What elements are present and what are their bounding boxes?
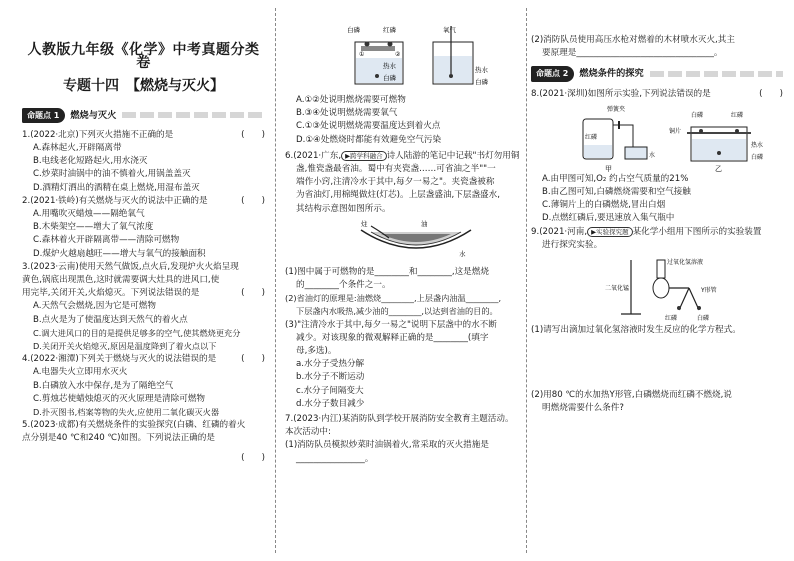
option[interactable]: D.煤炉火越扇越旺——增大与氧气的接触面积 — [33, 248, 206, 259]
question-stem: 黄色,锅底出现黑色,这时就需要调大灶具的进风口,使 — [22, 275, 220, 286]
fig9-label: 过氧化氢溶液 — [667, 259, 704, 267]
option[interactable]: D.①④处燃烧时都能有效避免空气污染 — [296, 134, 442, 145]
question-9-subquestions — [531, 324, 783, 416]
fig9-label: 白磷 — [697, 315, 710, 323]
option[interactable]: B.木柴架空——增大了氧气浓度 — [33, 222, 154, 233]
question-stem: 3.(2023·云南)使用天然气做饭,点火后,发现炉火火焰呈现 — [22, 261, 239, 272]
fig8-label: 弹簧夹 — [607, 105, 626, 113]
question-stem: 用完毕,关闭开关,火焰熄灭。下列说法错误的是 — [22, 288, 200, 299]
subquestion: 母,多选)。 — [296, 346, 337, 357]
fig8-label: 铜片 — [669, 127, 682, 135]
fig9-label: 二氧化锰 — [605, 285, 630, 293]
question-stem: 其结构示意图如图所示。 — [296, 203, 391, 214]
question-stem: 4.(2022·湘潭)下列关于燃烧与灭火的说法错误的是 — [22, 354, 217, 365]
answer-bracket[interactable]: ( ) — [241, 452, 265, 463]
figure-8-apparatus — [573, 103, 773, 173]
question-6-subquestions — [285, 266, 523, 411]
option[interactable]: D.酒精灯洒出的酒精在桌上燃烧,用湿布盖灭 — [33, 182, 200, 193]
question-stem: 点分别是40 ℃和240 ℃)如图。下列说法正确的是 — [22, 433, 215, 444]
option[interactable]: A.电器失火立即用水灭火 — [33, 367, 128, 378]
option[interactable]: D.扑灭图书,档案等物的失火,应使用二氧化碳灭火器 — [33, 407, 220, 418]
question-stem: 某化学小组用下图所示的实验装置 — [632, 226, 762, 237]
question-tag: ▶实验探究题 — [587, 227, 633, 237]
subquestion: (2)用80 ℃的水加热Y形管,白磷燃烧而红磷不燃烧,说 — [531, 390, 732, 401]
question-9 — [531, 226, 783, 252]
answer-blank[interactable]: 要原理是________________________________。 — [542, 48, 723, 59]
fig8-label: 红磷 — [585, 133, 598, 141]
fig8-label: 甲 — [605, 164, 612, 173]
answer-blank[interactable]: ________________。 — [296, 453, 374, 464]
question-stem: 8.(2021·深圳)如图所示实验,下列说法错误的是 — [531, 88, 711, 99]
question-3 — [22, 261, 265, 353]
question-stem: 盏,惟瓷盏最省油。蜀中有夹瓷盏……可省油之半""一 — [296, 164, 496, 175]
question-stem: 进行探究实验。 — [542, 239, 603, 250]
section-badge: 命题点 1 — [22, 108, 65, 123]
option[interactable]: D.关闭开关火焰熄灭,原因是温度降到了着火点以下 — [33, 341, 217, 352]
section-title: 燃烧与灭火 — [70, 109, 117, 121]
column-right — [531, 0, 783, 561]
fig5-label: 白磷 — [475, 78, 488, 86]
option[interactable]: C.森林着火开辟隔离带——清除可燃物 — [33, 235, 180, 246]
subquestion: (2)消防队员使用高压水枪对燃着的木材喷水灭火,其主 — [531, 35, 735, 45]
option[interactable]: A.天然气会燃烧,因为它是可燃物 — [33, 301, 156, 312]
page-subtitle: 专题十四 【燃烧与灭火】 — [63, 78, 224, 95]
figure-9-y-tube — [601, 254, 751, 322]
question-stem: 9.(2021·河南, — [531, 226, 588, 237]
option[interactable]: A.①②处说明燃烧需要可燃物 — [296, 95, 406, 105]
answer-bracket[interactable]: ( ) — [241, 129, 265, 140]
subquestion: (1)消防队员模拟炒菜时油锅着火,常采取的灭火措施是 — [285, 440, 489, 451]
question-stem: 2.(2021·铁岭)有关燃烧与灭火的说法中正确的是 — [22, 195, 208, 206]
page-title: 人教版九年级《化学》中考真题分类卷 — [27, 42, 260, 72]
subquestion: 明燃烧需要什么条件? — [542, 403, 624, 414]
subquestion: (1)图中属于可燃物的是________和________,这是燃烧 — [285, 266, 489, 277]
subquestion: (2)省油灯的原理是:油燃烧________,上层盏内油温________, — [285, 293, 502, 304]
option[interactable]: A.用嘴吹灭蜡烛——隔绝氧气 — [33, 209, 145, 220]
section-heading-1 — [22, 108, 265, 123]
subquestion: 的________个条件之一。 — [296, 280, 391, 291]
fig5-label: 白磷 — [347, 26, 360, 34]
fig8-label: 水 — [649, 151, 656, 159]
option[interactable]: B.③④处说明燃烧需要氧气 — [296, 108, 398, 119]
fig6-label: 炷 — [361, 219, 368, 228]
option[interactable]: C.炒菜时油锅中的油不慎着火,用锅盖盖灭 — [33, 169, 191, 180]
fig5-label: 热水 — [383, 62, 396, 70]
figure-5-apparatus — [337, 22, 497, 92]
question-tag: ▶跨学科融合 — [341, 151, 387, 161]
fig6-label: 油 — [421, 219, 428, 228]
question-stem: 5.(2023·成都)有关燃烧条件的实验探究(白磷、红磷的着火 — [22, 420, 246, 431]
fig6-label: 水 — [459, 249, 466, 258]
question-1 — [22, 129, 265, 195]
section-heading-2 — [531, 66, 783, 81]
option[interactable]: C.①③处说明燃烧需要温度达到着火点 — [296, 121, 441, 132]
fig9-label: Y形管 — [701, 287, 717, 295]
fig5-label: ② — [395, 51, 401, 58]
fig9-label: 红磷 — [665, 315, 678, 323]
option[interactable]: A.森林起火,开辟隔离带 — [33, 143, 122, 154]
option[interactable]: D.点燃红磷后,要迅速放入集气瓶中 — [542, 213, 675, 224]
section-rule — [122, 112, 265, 118]
question-stem: 端作小窍,注清冷水于其中,每夕一易之"。夹瓷盏被称 — [296, 177, 495, 188]
fig8-label: 白磷 — [691, 111, 704, 119]
option[interactable]: C.剪烛芯使蜡烛熄灭的灭火原理是清除可燃物 — [33, 393, 206, 404]
question-5-options — [285, 94, 523, 147]
question-4 — [22, 353, 265, 419]
fig8-label: 乙 — [715, 164, 722, 173]
section-rule — [650, 71, 783, 77]
option[interactable]: B.点火是为了使温度达到天然气的着火点 — [33, 314, 188, 325]
answer-bracket[interactable]: ( ) — [241, 195, 265, 206]
answer-bracket[interactable]: ( ) — [241, 354, 265, 365]
question-8 — [531, 88, 783, 101]
section-title: 燃烧条件的探究 — [579, 68, 644, 80]
question-6 — [285, 150, 523, 216]
question-stem: 1.(2022·北京)下列灭火措施不正确的是 — [22, 129, 174, 140]
option[interactable]: A.由甲图可知,O₂ 约占空气质量的21% — [542, 173, 689, 184]
option[interactable]: B.白磷放入水中保存,是为了隔绝空气 — [33, 380, 174, 391]
option[interactable]: B.由乙图可知,白磷燃烧需要和空气接触 — [542, 187, 691, 198]
fig8-label: 红磷 — [731, 111, 744, 119]
answer-bracket[interactable]: ( ) — [241, 288, 265, 299]
option[interactable]: d.水分子数目减少 — [296, 398, 365, 409]
question-5 — [22, 419, 265, 465]
question-7-part2 — [531, 34, 783, 60]
answer-bracket[interactable]: ( ) — [759, 88, 783, 99]
question-stem: 6.(2021·广东, — [285, 150, 342, 161]
fig8-label: 白磷 — [751, 153, 764, 161]
question-stem: 诗人陆游的笔记中记载"书灯勿用铜 — [386, 150, 520, 161]
fig5-label: 红磷 — [383, 26, 396, 34]
section-badge: 命题点 2 — [531, 66, 574, 81]
option[interactable]: b.水分子不断运动 — [296, 372, 365, 383]
question-stem: 为省油灯,用棉绳做炷(灯芯)。上层盏盛油,下层盏盛水, — [296, 190, 500, 201]
subquestion: 减少。对该现象的微观解释正确的是________(填字 — [296, 332, 489, 343]
option[interactable]: a.水分子受热分解 — [296, 359, 365, 370]
option[interactable]: B.电线老化短路起火,用水浇灭 — [33, 156, 148, 167]
figure-6-oil-lamp — [341, 218, 491, 262]
option[interactable]: c.水分子间隔变大 — [296, 385, 364, 396]
column-middle — [285, 0, 523, 561]
answer-space[interactable] — [531, 337, 783, 389]
option[interactable]: C.薄铜片上的白磷燃烧,冒出白烟 — [542, 200, 666, 211]
subquestion: (3)"注清冷水于其中,每夕一易之"说明下层盏中的水不断 — [285, 319, 497, 330]
question-7 — [285, 413, 523, 466]
fig5-label: 氧气 — [443, 26, 456, 34]
fig5-label: 白磷 — [383, 74, 396, 82]
fig8-label: 热水 — [751, 141, 764, 149]
subquestion: 下层盏内水吸热,减少油的________,以达到省油的目的。 — [296, 306, 498, 317]
question-stem: 7.(2023·内江)某消防队到学校开展消防安全教育主题活动。 — [285, 414, 514, 425]
subquestion: (1)请写出滴加过氧化氢溶液时发生反应的化学方程式。 — [531, 325, 741, 336]
question-2 — [22, 195, 265, 261]
fig5-label: 热水 — [475, 66, 488, 74]
question-stem: 本次活动中: — [285, 427, 331, 438]
option[interactable]: C.调大进风口的目的是提供足够多的空气,使其燃烧更充分 — [33, 327, 241, 338]
question-8-options — [531, 173, 783, 226]
fig5-label: ① — [359, 51, 365, 58]
column-left — [22, 0, 265, 561]
